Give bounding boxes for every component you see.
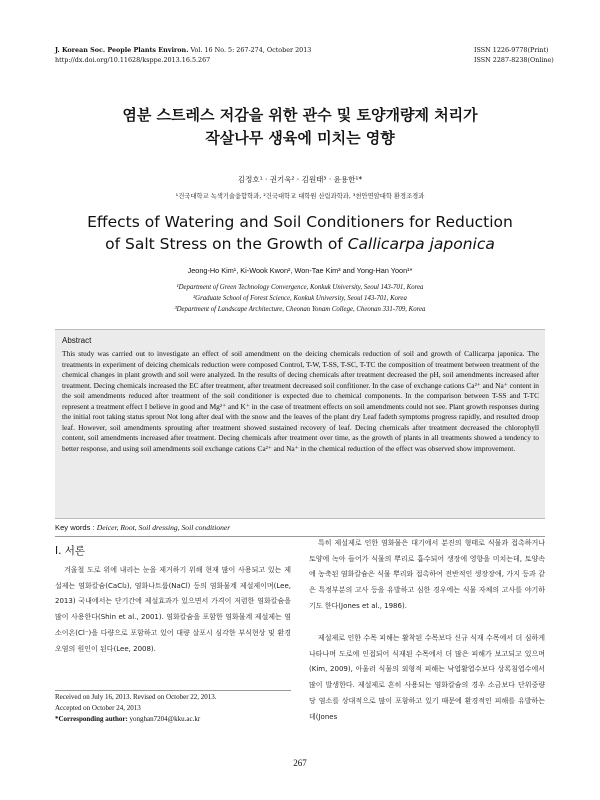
- affiliations-ko: ¹건국대학교 녹색기술융합학과, ²건국대학교 대학원 산림과학과, ³천안연암대학 환경조경과: [175, 193, 425, 200]
- journal-header: [55, 46, 311, 55]
- received-date: Received on July 16, 2013. Revised on October 22, 2013.: [55, 693, 217, 701]
- authors-ko: 김정호¹ · 권기욱² · 김원태³ · 윤용한¹*: [237, 175, 363, 184]
- intro-paragraph-right-1: 특히 제설제로 인한 염화물은 대기에서 분진의 형태로 식물과 접촉하거나 토양에 녹아 들어가 식물의 뿌리로 흡수되어 생장에 영향을 미치는데, 토양속에 농축된 염화칼슘은 식물 뿌리와 접촉하여 전반적인 생장장애, 가지 등과 같은 특정부분의 고사 등을 유발하고 심한 경우에는 식물 자체의 고사를 야기하기도 한다(Jones et al., 1986).: [309, 539, 545, 610]
- affiliation-en-2: ²Graduate School of Forest Science, Konkuk University, Seoul 143-701, Korea: [193, 295, 407, 302]
- journal-name: J. Korean Soc. People Plants Environ.: [55, 46, 189, 54]
- authors-en: Jeong-Ho Kim¹, Ki-Wook Kwon², Won-Tae Kim³ and Yong-Han Yoon¹*: [187, 266, 413, 275]
- corresponding-author: [55, 714, 290, 725]
- corresponding-label: *Corresponding author:: [55, 715, 128, 723]
- accepted-date: Accepted on October 24, 2013: [55, 704, 141, 712]
- title-en-line2: [0, 233, 600, 255]
- affiliation-en-1: ¹Department of Green Technology Convergence, Konkuk University, Seoul 143-701, Korea: [176, 284, 424, 291]
- doi-link[interactable]: http://dx.doi.org/10.11628/ksppe.2013.16.5.267: [55, 56, 211, 64]
- intro-paragraph-right-2: 제설제로 인한 수목 피해는 활착된 수목보다 신규 식재 수목에서 더 심하게 나타나며 도로에 인접되어 식재된 수목에서 더 많은 피해가 보고되고 있으며(Kim, 2009), 아울러 식물의 외형적 피해는 낙엽활엽수보다 상록침엽수에서 많이 발생한다. 제설제로 흔히 사용되는 염화칼슘의 경우 소금보다 단위중량당 염소를 상대적으로 많이 포함하고 있기 때문에 환경적인 피해를 유발하는데(Jones: [309, 634, 545, 721]
- keywords-text: Deicer, Root, Soil dressing, Soil conditioner: [96, 523, 231, 532]
- abstract-text: This study was carried out to investigate an effect of soil amendment on the deicing chemicals reduction of soil and growth of Callicarpa japonica. The treatments in experiment of deicing chemicals reduction were composed Control, T-W, T-SS, T-SC, T-TC the composition of treatment between treatment of the chemical changes in plant growth and soil were analyzed. In the results of decing chemicals after treatment decreased the pH, soil amendments increased after treatment. Decing chemicals increased the EC after treatment, after treatment decreased soil confitioner. In the case of exchange cations Ca²⁺ and Na⁺ content in the soil amendments reduced after treatment of the soil conditioner is expected due to chemical components. In the comparison between T-SS and T-TC represent a treatment effect I believe in good and Mg²⁺ and K⁺ in the case of treatment effects on soil amendments could not see. Plant growth responses during the initial root taking status sprout Not long after deal with the snow and the leaves of the plant dry Leaf fadeth symptoms progress rapidly, and resulted droop leaf. However, soil amendments sprouting after treatment showed sustained recovery of leaf. Decing chemicals after treatment decreased the chlorophyll content, soil amendments increased after treatment. Decing chemicals after treatment over time, as the growth of plants in all treatments showed a tendency to better response, and using soil amendments soil exchange cations Ca²⁺ and Na⁺ in the chemical reduction of the effect was observed show improvement.: [62, 349, 539, 453]
- intro-paragraph-left: 겨울철 도로 위에 내리는 눈을 제거하기 위해 현재 많이 사용되고 있는 제설제는 염화칼슘(CaCl₂), 염화나트륨(NaCl) 등의 염화물계 제설제이며(Lee, 2013) 국내에서는 단기간에 제설효과가 있으면서 가격이 저렴한 염화칼슘을 많이 사용한다(Shin et al., 2001). 염화칼슘을 포함한 염화물계 제설제는 염소이온(Cl⁻)을 다량으로 포함하고 있어 대량 살포시 심각한 부식현상 및 환경오염의 원인이 된다(Lee, 2008).: [55, 566, 291, 653]
- title-ko-line1: 염분 스트레스 저감을 위한 관수 및 토양개량제 처리가: [122, 106, 478, 124]
- title-en-line1: Effects of Watering and Soil Conditioners for Reduction: [87, 213, 513, 231]
- issn-print: ISSN 1226-9778(Print): [474, 46, 549, 54]
- section-title: Ⅰ. 서론: [55, 545, 86, 557]
- keywords: [55, 523, 230, 532]
- journal-volume: Vol. 16 No. 5: 267-274, October 2013: [190, 46, 312, 54]
- keywords-label: Key words :: [55, 523, 95, 532]
- footnote-divider: [55, 690, 291, 691]
- page-number: 267: [293, 758, 307, 768]
- abstract-heading: Abstract: [62, 336, 92, 345]
- species-name: Callicarpa japonica: [347, 235, 495, 253]
- title-ko-line2: 작살나무 생육에 미치는 영향: [205, 129, 395, 147]
- issn-online: ISSN 2287-8238(Online): [474, 56, 554, 64]
- affiliation-en-3: ³Department of Landscape Architecture, Cheonan Yonam College, Cheonan 331-709, Korea: [174, 306, 426, 313]
- corresponding-email[interactable]: yonghan7204@kku.ac.kr: [129, 715, 201, 723]
- title-en-line2-main: of Salt Stress on the Growth of: [105, 235, 348, 253]
